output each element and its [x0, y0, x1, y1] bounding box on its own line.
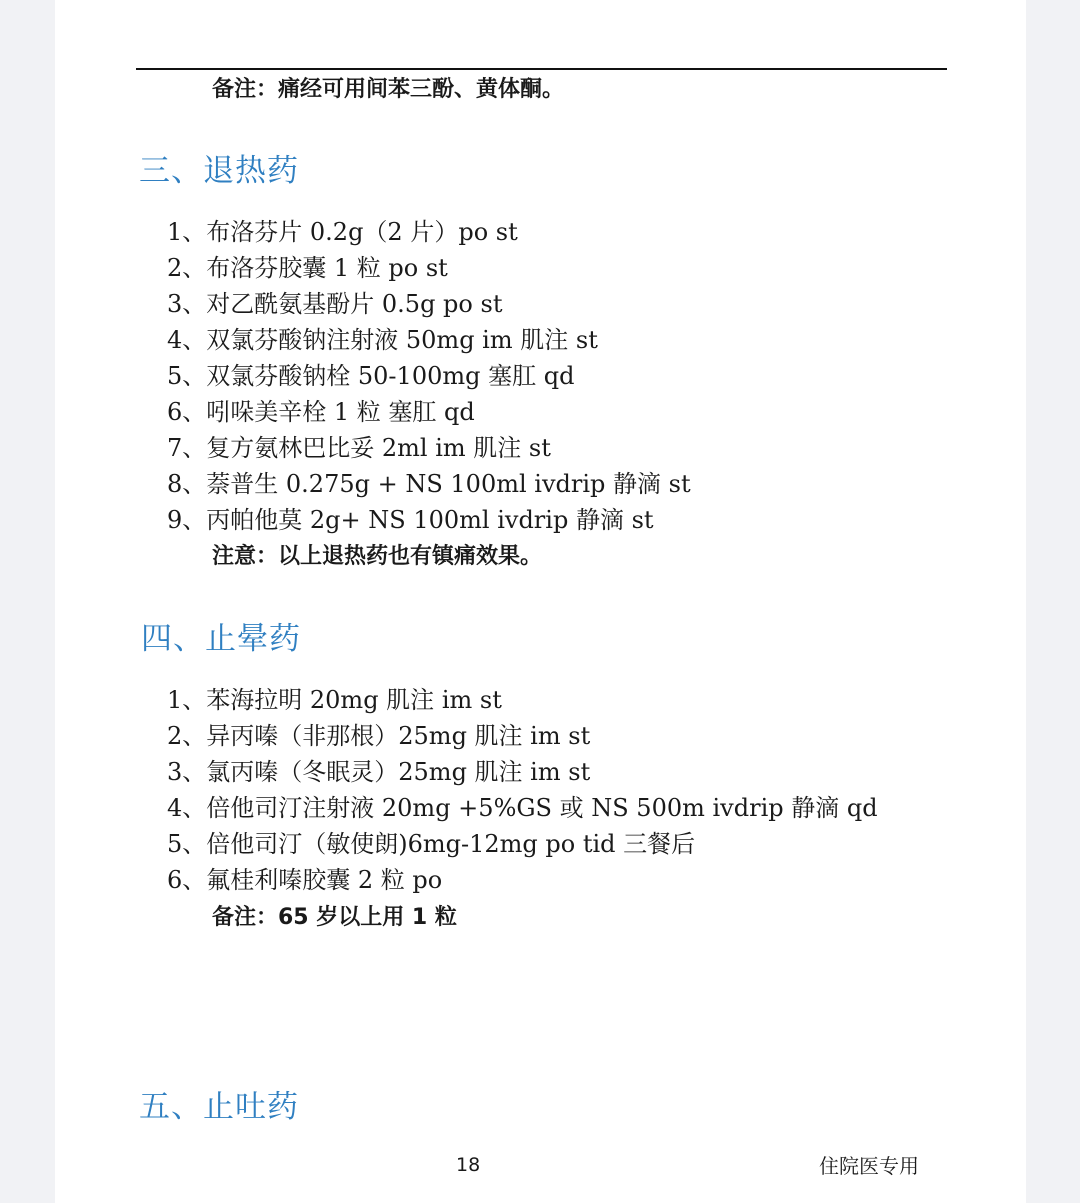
list-item: 6、吲哚美辛栓 1 粒 塞肛 qd	[167, 398, 475, 426]
list-item: 8、萘普生 0.275g + NS 100ml ivdrip 静滴 st	[167, 470, 691, 498]
section-title-antipyretics: 三、退热药	[139, 153, 299, 189]
header-rule	[136, 68, 947, 70]
list-item: 2、异丙嗪（非那根）25mg 肌注 im st	[167, 722, 591, 750]
list-item: 1、苯海拉明 20mg 肌注 im st	[167, 686, 502, 714]
section-note-antivertigo: 备注：65 岁以上用 1 粒	[212, 905, 457, 930]
list-item: 2、布洛芬胶囊 1 粒 po st	[167, 254, 448, 282]
page-number: 18	[456, 1154, 481, 1176]
list-item: 5、双氯芬酸钠栓 50-100mg 塞肛 qd	[167, 362, 575, 390]
document-page	[55, 0, 1026, 1203]
list-item: 5、倍他司汀（敏使朗)6mg-12mg po tid 三餐后	[167, 830, 696, 858]
section-title-antivertigo: 四、止晕药	[141, 621, 301, 657]
footer-label: 住院医专用	[819, 1154, 919, 1178]
section-title-antiemetics: 五、止吐药	[139, 1089, 299, 1125]
list-item: 1、布洛芬片 0.2g（2 片）po st	[167, 218, 518, 246]
top-note: 备注：痛经可用间苯三酚、黄体酮。	[212, 77, 565, 102]
list-item: 4、双氯芬酸钠注射液 50mg im 肌注 st	[167, 326, 598, 354]
list-item: 4、倍他司汀注射液 20mg +5%GS 或 NS 500m ivdrip 静滴 qd	[167, 794, 878, 822]
list-item: 3、对乙酰氨基酚片 0.5g po st	[167, 290, 503, 318]
list-item: 6、氟桂利嗪胶囊 2 粒 po	[167, 866, 443, 894]
list-item: 9、丙帕他莫 2g+ NS 100ml ivdrip 静滴 st	[167, 506, 654, 534]
list-item: 7、复方氨林巴比妥 2ml im 肌注 st	[167, 434, 551, 462]
section-note-antipyretics: 注意：以上退热药也有镇痛效果。	[212, 544, 543, 569]
list-item: 3、氯丙嗪（冬眠灵）25mg 肌注 im st	[167, 758, 591, 786]
